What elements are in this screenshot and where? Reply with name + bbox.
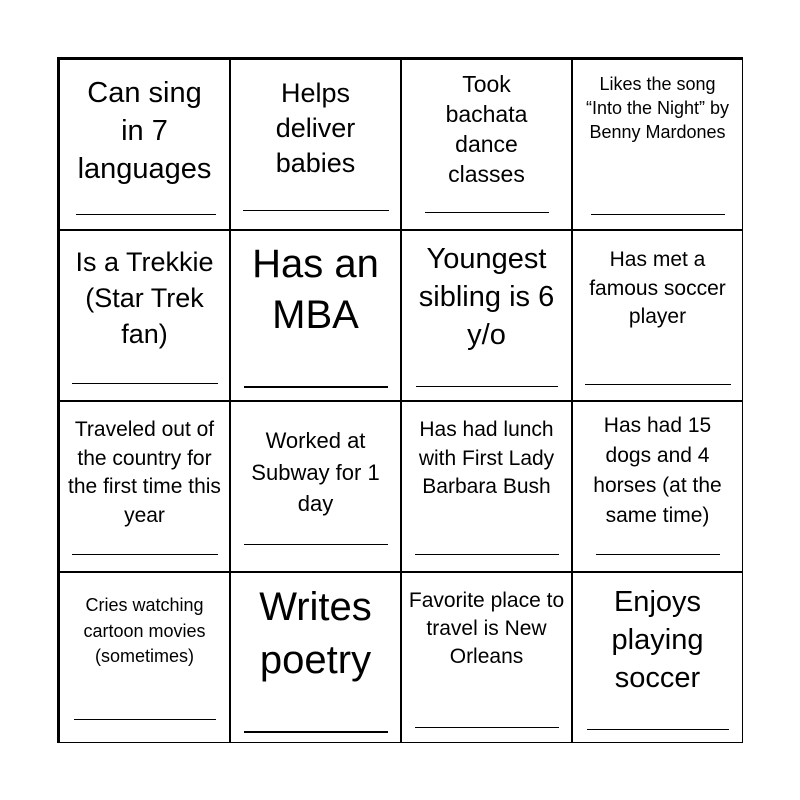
signature-line	[415, 727, 559, 728]
bingo-cell[interactable]	[401, 59, 572, 230]
bingo-cell[interactable]	[230, 401, 401, 572]
bingo-cell[interactable]	[230, 572, 401, 743]
cell-text: Worked at Subway for 1 day	[251, 428, 380, 516]
cell-text: Cries watching cartoon movies (sometimes)	[83, 595, 206, 666]
bingo-cell[interactable]	[59, 59, 230, 230]
signature-line	[244, 386, 388, 388]
bingo-cell[interactable]	[572, 401, 743, 572]
cell-text: Has an MBA	[252, 242, 379, 337]
signature-line	[425, 212, 549, 213]
bingo-card	[57, 57, 743, 743]
bingo-cell[interactable]	[230, 230, 401, 401]
cell-text: Traveled out of the country for the first time this year	[68, 418, 221, 527]
bingo-cell[interactable]	[401, 401, 572, 572]
signature-line	[243, 210, 389, 211]
signature-line	[72, 383, 218, 384]
cell-text: Youngest sibling is 6 y/o	[418, 243, 555, 351]
bingo-cell[interactable]	[572, 230, 743, 401]
signature-line	[416, 386, 558, 387]
bingo-cell[interactable]	[572, 59, 743, 230]
cell-text: Enjoys playing soccer	[611, 586, 704, 694]
signature-line	[244, 544, 388, 545]
bingo-cell[interactable]	[572, 572, 743, 743]
bingo-cell[interactable]	[59, 401, 230, 572]
signature-line	[76, 214, 216, 215]
bingo-cell[interactable]	[401, 572, 572, 743]
signature-line	[244, 731, 388, 733]
cell-text: Helps deliver babies	[275, 78, 356, 178]
signature-line	[585, 384, 731, 385]
cell-text: Took bachata dance classes	[445, 71, 528, 187]
cell-text: Can sing in 7 languages	[77, 77, 212, 185]
cell-text: Has met a famous soccer player	[589, 248, 726, 328]
signature-line	[596, 554, 720, 555]
signature-line	[415, 554, 559, 555]
bingo-cell[interactable]	[59, 230, 230, 401]
signature-line	[591, 214, 725, 215]
cell-text: Is a Trekkie (Star Trek fan)	[75, 247, 214, 349]
bingo-cell[interactable]	[59, 572, 230, 743]
cell-text: Writes poetry	[259, 585, 372, 682]
signature-line	[72, 554, 218, 555]
bingo-cell[interactable]	[230, 59, 401, 230]
cell-text: Has had lunch with First Lady Barbara Bush	[418, 418, 555, 498]
signature-line	[74, 719, 216, 720]
cell-text: Likes the song “Into the Night” by Benny Mardones	[585, 74, 730, 142]
cell-text: Has had 15 dogs and 4 horses (at the same time)	[593, 414, 722, 527]
cell-text: Favorite place to travel is New Orleans	[408, 589, 565, 668]
bingo-cell[interactable]	[401, 230, 572, 401]
signature-line	[587, 729, 729, 730]
